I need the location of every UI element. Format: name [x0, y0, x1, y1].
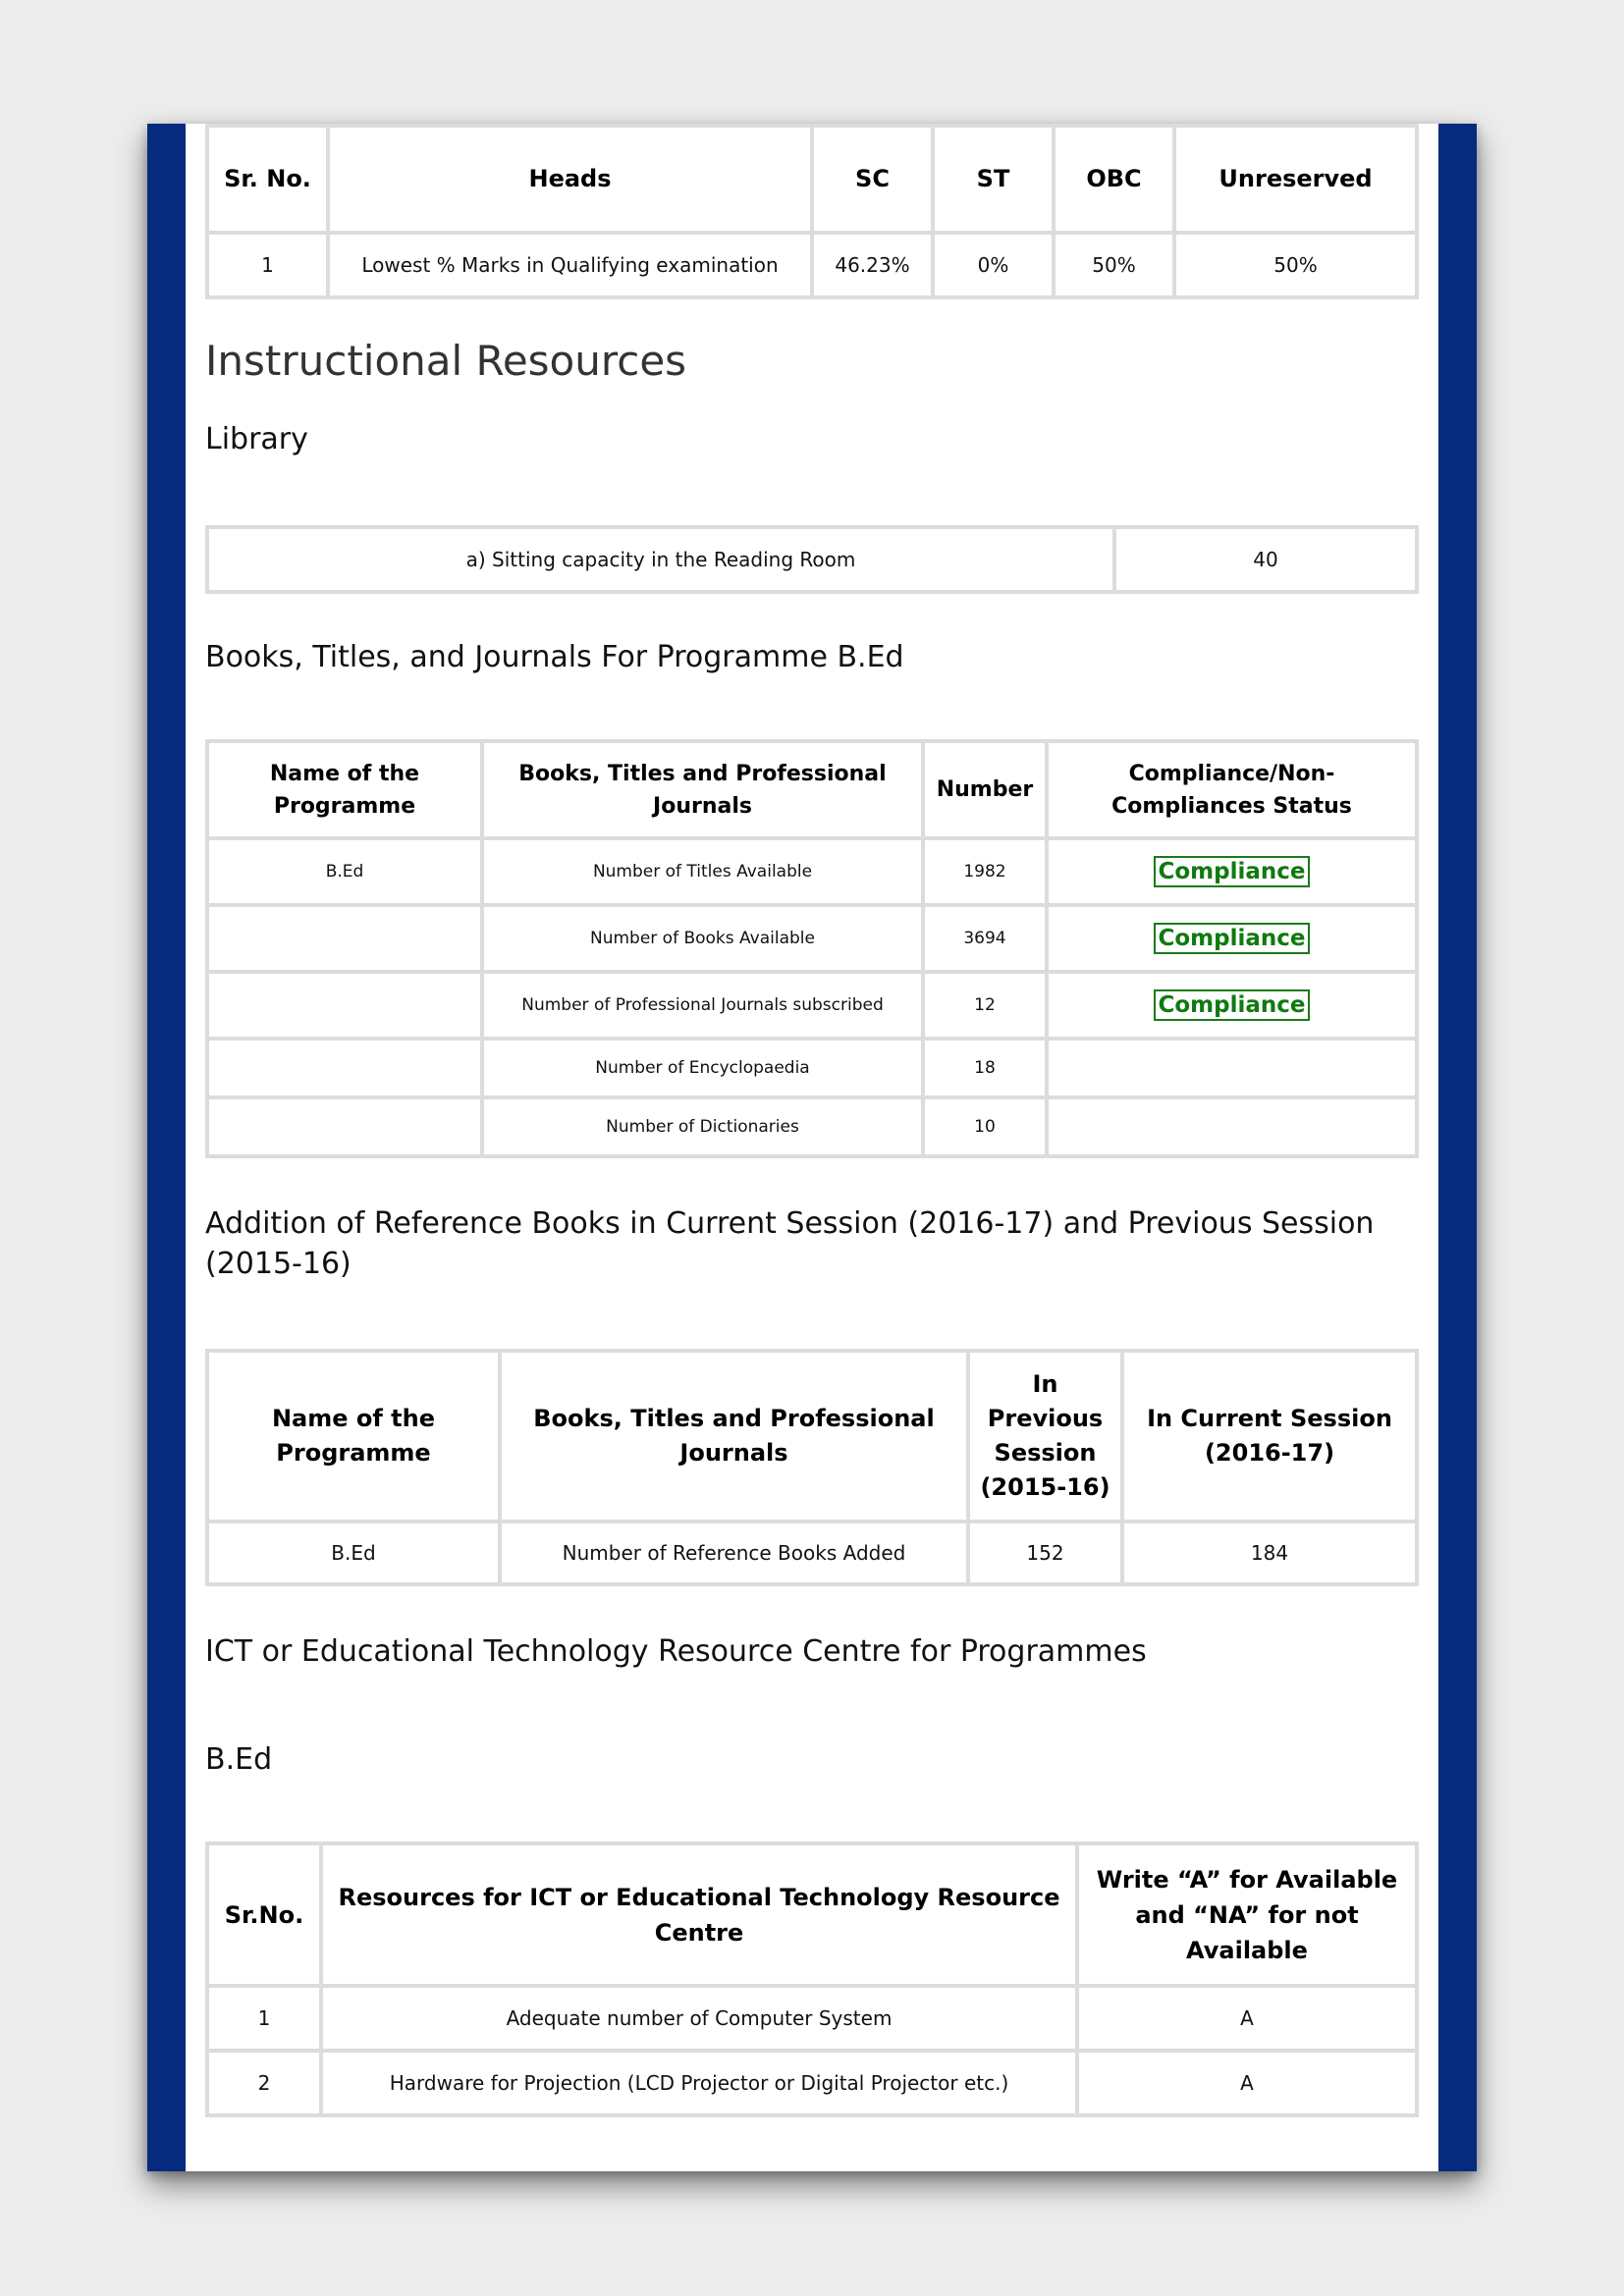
- programme-cell: [207, 1039, 482, 1097]
- status-cell: [1047, 1097, 1417, 1156]
- section-title-instructional-resources: Instructional Resources: [205, 337, 687, 385]
- table-header-row: [207, 1351, 1417, 1522]
- table-cell: 152: [968, 1522, 1122, 1584]
- table-row: [207, 233, 1417, 297]
- right-side-bar: [1438, 124, 1477, 2171]
- subsection-title-library: Library: [205, 422, 308, 456]
- item-cell: Number of Encyclopaedia: [482, 1039, 923, 1097]
- column-header-number: Number: [923, 741, 1047, 838]
- sitting-capacity-value: 40: [1114, 527, 1417, 592]
- reference-books-table-block: [205, 1349, 1419, 1586]
- table-header-row: [207, 741, 1417, 838]
- table-cell: A: [1077, 2051, 1417, 2115]
- column-header-status: Compliance/Non-Compliances Status: [1047, 741, 1417, 838]
- column-header-unreserved: Unreserved: [1174, 126, 1417, 233]
- column-header-previous-session: In Previous Session (2015-16): [968, 1351, 1122, 1522]
- sitting-capacity-table: [205, 525, 1419, 594]
- column-header-programme: Name of the Programme: [207, 1351, 500, 1522]
- programme-cell: [207, 1097, 482, 1156]
- column-header-availability: Write “A” for Available and “NA” for not Available: [1077, 1843, 1417, 1986]
- status-cell: [1047, 905, 1417, 972]
- compliance-badge: Compliance: [1154, 923, 1309, 954]
- table-row: [207, 2051, 1417, 2115]
- table-cell: 184: [1122, 1522, 1417, 1584]
- table-row: [207, 1039, 1417, 1097]
- document-page: [147, 124, 1477, 2171]
- books-table: [205, 739, 1419, 1158]
- table-cell: Adequate number of Computer System: [321, 1986, 1077, 2051]
- number-cell: 3694: [923, 905, 1047, 972]
- left-side-bar: [147, 124, 186, 2171]
- table-cell: 1: [207, 1986, 321, 2051]
- table-cell: Hardware for Projection (LCD Projector or Digital Projector etc.): [321, 2051, 1077, 2115]
- table-cell: Number of Reference Books Added: [500, 1522, 968, 1584]
- table-row: [207, 905, 1417, 972]
- number-cell: 1982: [923, 838, 1047, 905]
- table-row: [207, 1986, 1417, 2051]
- subsection-title-books: Books, Titles, and Journals For Programme B.Ed: [205, 640, 904, 674]
- programme-cell: B.Ed: [207, 838, 482, 905]
- compliance-badge: Compliance: [1154, 989, 1309, 1021]
- column-header-st: ST: [933, 126, 1054, 233]
- number-cell: 12: [923, 972, 1047, 1039]
- table-cell: 50%: [1054, 233, 1174, 297]
- column-header-books: Books, Titles and Professional Journals: [482, 741, 923, 838]
- table-cell: 50%: [1174, 233, 1417, 297]
- item-cell: Number of Dictionaries: [482, 1097, 923, 1156]
- number-cell: 10: [923, 1097, 1047, 1156]
- subsection-title-ict: ICT or Educational Technology Resource Centre for Programmes: [205, 1634, 1147, 1669]
- table-cell: 1: [207, 233, 328, 297]
- table-cell: Lowest % Marks in Qualifying examination: [328, 233, 812, 297]
- programme-cell: [207, 972, 482, 1039]
- column-header-books: Books, Titles and Professional Journals: [500, 1351, 968, 1522]
- table-cell: 46.23%: [812, 233, 933, 297]
- column-header-sr-no: Sr.No.: [207, 1843, 321, 1986]
- table-cell: B.Ed: [207, 1522, 500, 1584]
- status-cell: [1047, 972, 1417, 1039]
- table-cell: A: [1077, 1986, 1417, 2051]
- column-header-programme: Name of the Programme: [207, 741, 482, 838]
- programme-cell: [207, 905, 482, 972]
- subsection-title-programme: B.Ed: [205, 1742, 273, 1777]
- reference-books-table: [205, 1349, 1419, 1586]
- item-cell: Number of Books Available: [482, 905, 923, 972]
- number-cell: 18: [923, 1039, 1047, 1097]
- table-row: [207, 1522, 1417, 1584]
- status-cell: [1047, 1039, 1417, 1097]
- table-row: [207, 1097, 1417, 1156]
- column-header-obc: OBC: [1054, 126, 1174, 233]
- sitting-capacity-block: [205, 525, 1419, 594]
- books-table-block: [205, 739, 1419, 1158]
- ict-table-block: [205, 1842, 1419, 2117]
- table-row: [207, 838, 1417, 905]
- marks-table: [205, 124, 1419, 299]
- table-header-row: [207, 1843, 1417, 1986]
- column-header-resources: Resources for ICT or Educational Technology Resource Centre: [321, 1843, 1077, 1986]
- table-cell: 0%: [933, 233, 1054, 297]
- column-header-heads: Heads: [328, 126, 812, 233]
- compliance-badge: Compliance: [1154, 856, 1309, 887]
- subsection-title-reference-books: Addition of Reference Books in Current Session (2016-17) and Previous Session (2015-16): [205, 1206, 1375, 1281]
- table-row: [207, 527, 1417, 592]
- column-header-current-session: In Current Session (2016-17): [1122, 1351, 1417, 1522]
- table-row: [207, 972, 1417, 1039]
- item-cell: Number of Professional Journals subscribed: [482, 972, 923, 1039]
- marks-table-block: [205, 124, 1419, 299]
- column-header-sr-no: Sr. No.: [207, 126, 328, 233]
- table-header-row: [207, 126, 1417, 233]
- status-cell: [1047, 838, 1417, 905]
- column-header-sc: SC: [812, 126, 933, 233]
- item-cell: Number of Titles Available: [482, 838, 923, 905]
- ict-table: [205, 1842, 1419, 2117]
- table-cell: 2: [207, 2051, 321, 2115]
- sitting-capacity-label: a) Sitting capacity in the Reading Room: [207, 527, 1114, 592]
